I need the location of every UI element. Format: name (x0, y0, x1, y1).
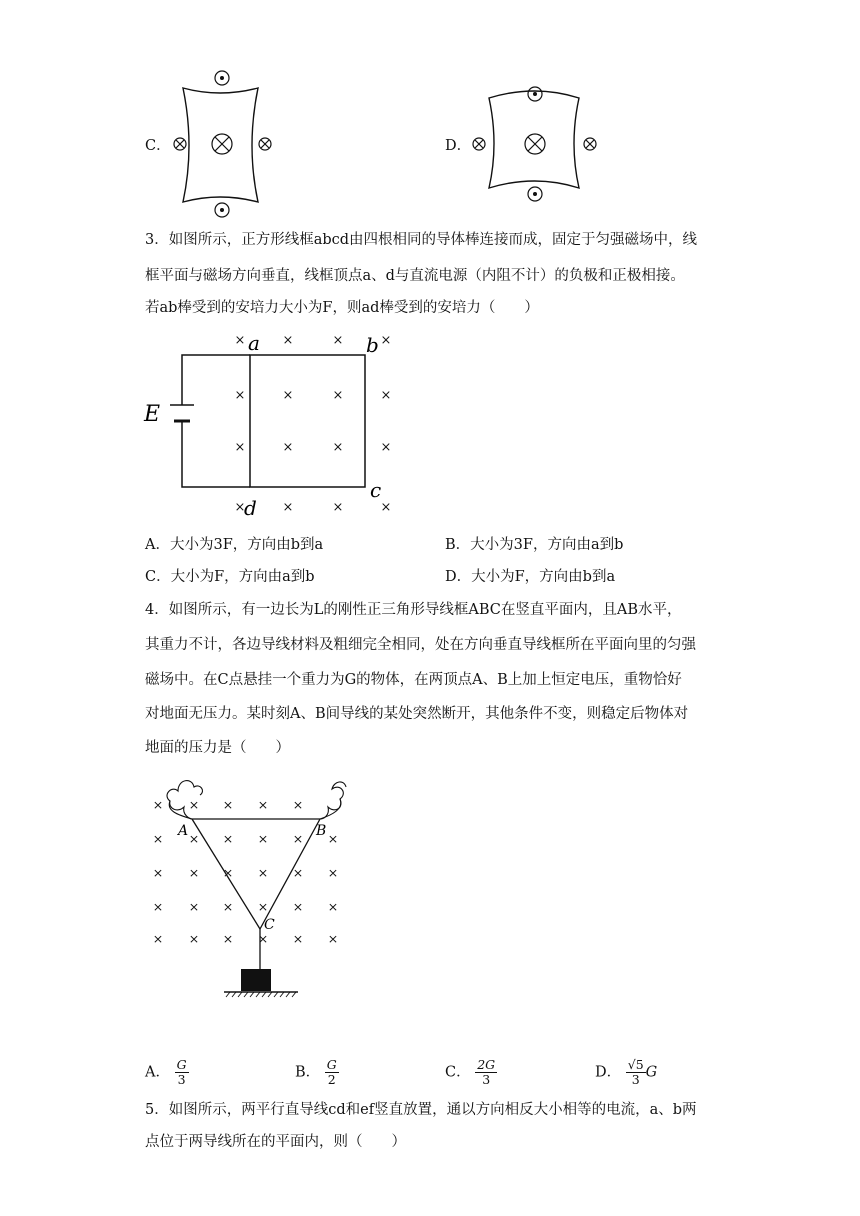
svg-text:×: × (188, 797, 200, 812)
svg-text:×: × (152, 865, 164, 880)
q3-vertex-c: c (370, 478, 382, 502)
q3-vertex-d: d (244, 496, 257, 520)
svg-text:×: × (292, 831, 304, 846)
q3-text-line-2: 框平面与磁场方向垂直，线框顶点a、d与直流电源（内阻不计）的负极和正极相接。 (145, 268, 685, 284)
svg-text:×: × (257, 797, 269, 812)
q4-option-c: C． $\frac{2G}{3}$ (445, 1057, 496, 1087)
q5-text-line-1: 5．如图所示，两平行直导线cd和ef竖直放置，通以方向相反大小相等的电流，a、b两 (145, 1102, 697, 1118)
svg-text:×: × (292, 899, 304, 914)
svg-text:×: × (332, 388, 344, 403)
svg-text:×: × (152, 797, 164, 812)
svg-text:×: × (257, 931, 269, 946)
svg-text:×: × (292, 797, 304, 812)
svg-text:×: × (257, 865, 269, 880)
svg-text:×: × (234, 440, 246, 455)
svg-text:×: × (292, 865, 304, 880)
q3-option-d: D．大小为F，方向由b到a (445, 569, 616, 585)
q4-option-d: D． $\frac{√5}{3}$ G (595, 1057, 658, 1087)
svg-text:×: × (257, 899, 269, 914)
q3-option-c: C．大小为F，方向由a到b (145, 569, 315, 585)
q4-vertex-a: A (178, 823, 189, 839)
svg-text:×: × (222, 831, 234, 846)
q4-text-line-2: 其重力不计，各边导线材料及粗细完全相同，处在方向垂直导线框所在平面向里的匀强 (145, 637, 696, 653)
svg-text:×: × (292, 931, 304, 946)
q4-vertex-c: C (264, 917, 275, 933)
svg-text:×: × (282, 440, 294, 455)
svg-text:×: × (222, 797, 234, 812)
svg-text:×: × (327, 831, 339, 846)
svg-text:×: × (234, 388, 246, 403)
q3-text-line-1: 3．如图所示，正方形线框abcd由四根相同的导体棒连接而成，固定于匀强磁场中，线 (145, 232, 698, 248)
svg-text:×: × (327, 931, 339, 946)
q4-option-a: A． $\frac{G}{3}$ (145, 1057, 187, 1087)
q4-text-line-4: 对地面无压力。某时刻A、B间导线的某处突然断开，其他条件不变，则稳定后物体对 (145, 706, 689, 722)
q3-text-line-3: 若ab棒受到的安培力大小为F，则ad棒受到的安培力（ ） (145, 300, 539, 316)
svg-text:×: × (188, 931, 200, 946)
svg-text:×: × (327, 865, 339, 880)
q3-emf-label: E (144, 402, 161, 427)
q4-option-b: B． $\frac{G}{2}$ (295, 1057, 337, 1087)
svg-text:×: × (380, 500, 392, 515)
q4-text-line-5: 地面的压力是（ ） (145, 740, 290, 756)
q4-triangle-figure (148, 765, 368, 1005)
svg-text:×: × (234, 500, 246, 515)
q3-option-a: A．大小为3F，方向由b到a (145, 537, 324, 553)
svg-text:×: × (282, 333, 294, 348)
q5-text-line-2: 点位于两导线所在的平面内，则（ ） (145, 1134, 406, 1150)
svg-text:×: × (234, 333, 246, 348)
svg-text:×: × (222, 865, 234, 880)
q3-circuit-figure (140, 325, 400, 525)
hanging-weight (241, 969, 271, 991)
svg-text:×: × (332, 333, 344, 348)
q2-option-d-figure (467, 76, 597, 236)
svg-text:×: × (188, 899, 200, 914)
q2-option-d-label: D． (445, 138, 472, 154)
svg-text:×: × (327, 899, 339, 914)
svg-text:×: × (188, 865, 200, 880)
q2-option-c-figure (168, 66, 288, 226)
svg-text:×: × (222, 899, 234, 914)
svg-text:×: × (222, 931, 234, 946)
svg-text:×: × (332, 440, 344, 455)
q4-vertex-b: B (316, 823, 327, 839)
svg-text:×: × (188, 831, 200, 846)
svg-text:×: × (332, 500, 344, 515)
q4-text-line-3: 磁场中。在C点悬挂一个重力为G的物体，在两顶点A、B上加上恒定电压，重物恰好 (145, 672, 682, 688)
q2-option-c-label: C． (145, 138, 171, 154)
svg-text:×: × (282, 388, 294, 403)
q3-vertex-a: a (248, 331, 260, 355)
svg-text:×: × (152, 899, 164, 914)
q4-text-line-1: 4．如图所示，有一边长为L的刚性正三角形导线框ABC在竖直平面内，且AB水平， (145, 602, 682, 618)
svg-text:×: × (380, 333, 392, 348)
q3-option-b: B．大小为3F，方向由a到b (445, 537, 624, 553)
svg-text:×: × (257, 831, 269, 846)
svg-text:×: × (380, 440, 392, 455)
svg-text:×: × (152, 931, 164, 946)
svg-text:×: × (282, 500, 294, 515)
svg-text:×: × (152, 831, 164, 846)
q3-vertex-b: b (366, 333, 379, 357)
svg-text:×: × (380, 388, 392, 403)
